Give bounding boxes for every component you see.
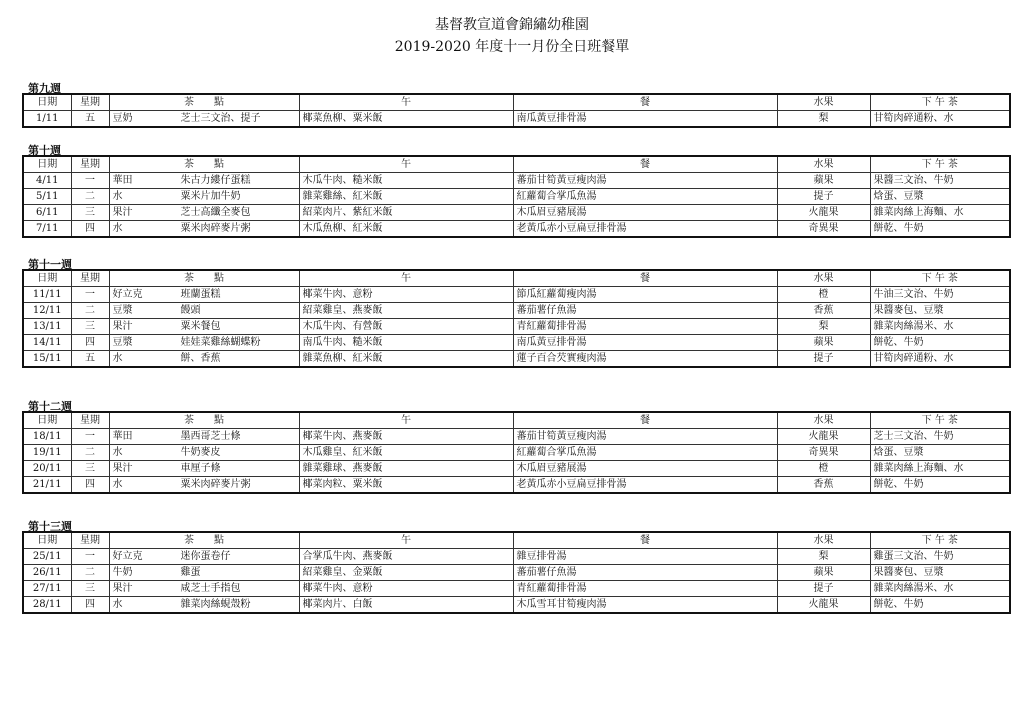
week-menu-table (22, 411, 1011, 494)
header-afternoon-tea: 下 午 茶 (870, 532, 1010, 549)
header-fruit: 水果 (777, 270, 870, 287)
header-date: 日期 (23, 412, 71, 429)
snack: 芝士三文治、提子 (180, 113, 261, 124)
weekday-cell: 二 (71, 189, 109, 205)
lunch-main-cell: 木瓜牛肉、有營飯 (299, 319, 513, 335)
table-header-row (23, 270, 1010, 287)
header-fruit: 水果 (777, 156, 870, 173)
drink: 果汁 (112, 207, 133, 218)
drink: 豆漿 (112, 337, 133, 348)
drink: 水 (112, 479, 123, 490)
week-label: 第十三週 (28, 520, 72, 533)
lunch-soup-cell: 節瓜紅蘿蔔瘦肉湯 (513, 287, 777, 303)
afternoon-tea-cell: 果醬麥包、豆漿 (870, 565, 1010, 581)
lunch-main-cell: 木瓜魚柳、紅米飯 (299, 221, 513, 238)
table-header-row (23, 156, 1010, 173)
date-cell: 21/11 (23, 477, 71, 494)
table-header-row (23, 532, 1010, 549)
morning-snack-cell (109, 221, 299, 238)
table-row (23, 111, 1010, 128)
header-lunch: 午 (299, 270, 513, 287)
header-afternoon-tea: 下 午 茶 (870, 156, 1010, 173)
snack: 芝士高纖全麥包 (180, 207, 251, 218)
lunch-soup-cell: 蕃茄薯仔魚湯 (513, 565, 777, 581)
weekday-cell: 五 (71, 351, 109, 368)
snack: 雞蛋 (180, 567, 201, 578)
lunch-main-cell: 雜菜魚柳、紅米飯 (299, 351, 513, 368)
weekday-cell: 四 (71, 221, 109, 238)
snack: 墨西哥芝士條 (180, 431, 241, 442)
afternoon-tea-cell: 焓蛋、豆漿 (870, 445, 1010, 461)
header-date: 日期 (23, 156, 71, 173)
header-weekday: 星期 (71, 412, 109, 429)
snack: 朱古力縷仔蛋糕 (180, 175, 251, 186)
morning-snack-cell (109, 351, 299, 368)
drink: 水 (112, 191, 123, 202)
lunch-main-cell: 椰菜肉粒、粟米飯 (299, 477, 513, 494)
header-lunch: 餐 (513, 532, 777, 549)
lunch-soup-cell: 紅蘿蔔合掌瓜魚湯 (513, 445, 777, 461)
weekday-cell: 二 (71, 303, 109, 319)
lunch-soup-cell: 紅蘿蔔合掌瓜魚湯 (513, 189, 777, 205)
table-row (23, 461, 1010, 477)
fruit-cell: 提子 (777, 351, 870, 368)
table-header-row (23, 412, 1010, 429)
lunch-main-cell: 紹菜肉片、紫紅米飯 (299, 205, 513, 221)
header-weekday: 星期 (71, 94, 109, 111)
afternoon-tea-cell: 牛油三文治、牛奶 (870, 287, 1010, 303)
fruit-cell: 蘋果 (777, 173, 870, 189)
lunch-main-cell: 紹菜雞皇、金粟飯 (299, 565, 513, 581)
header-lunch: 午 (299, 156, 513, 173)
morning-snack-cell (109, 303, 299, 319)
drink: 果汁 (112, 321, 133, 332)
weekday-cell: 三 (71, 461, 109, 477)
fruit-cell: 梨 (777, 549, 870, 565)
date-cell: 14/11 (23, 335, 71, 351)
table-row (23, 189, 1010, 205)
fruit-cell: 蘋果 (777, 335, 870, 351)
lunch-soup-cell: 南瓜黃豆排骨湯 (513, 111, 777, 128)
lunch-main-cell: 雜菜雞球、燕麥飯 (299, 461, 513, 477)
afternoon-tea-cell: 雞蛋三文治、牛奶 (870, 549, 1010, 565)
fruit-cell: 香蕉 (777, 303, 870, 319)
date-cell: 15/11 (23, 351, 71, 368)
drink: 果汁 (112, 463, 133, 474)
morning-snack-cell (109, 549, 299, 565)
snack: 粟米餐包 (180, 321, 221, 332)
afternoon-tea-cell: 焓蛋、豆漿 (870, 189, 1010, 205)
snack: 粟米肉碎麥片粥 (180, 479, 251, 490)
drink: 華田 (112, 175, 133, 186)
drink: 好立克 (112, 289, 143, 300)
header-weekday: 星期 (71, 156, 109, 173)
snack: 咸芝士手指包 (180, 583, 241, 594)
date-cell: 13/11 (23, 319, 71, 335)
morning-snack-cell (109, 461, 299, 477)
lunch-soup-cell: 老黃瓜赤小豆扁豆排骨湯 (513, 477, 777, 494)
table-row (23, 351, 1010, 368)
header-morning-snack: 茶 點 (109, 270, 299, 287)
drink: 豆奶 (112, 113, 133, 124)
morning-snack-cell (109, 319, 299, 335)
header-date: 日期 (23, 532, 71, 549)
lunch-soup-cell: 蕃茄甘筍黃豆瘦肉湯 (513, 173, 777, 189)
drink: 牛奶 (112, 567, 133, 578)
date-cell: 11/11 (23, 287, 71, 303)
snack: 牛奶麥皮 (180, 447, 221, 458)
table-row (23, 597, 1010, 614)
lunch-main-cell: 木瓜牛肉、糙米飯 (299, 173, 513, 189)
lunch-main-cell: 椰菜魚柳、粟米飯 (299, 111, 513, 128)
drink: 水 (112, 599, 123, 610)
fruit-cell: 橙 (777, 461, 870, 477)
afternoon-tea-cell: 甘筍肉碎通粉、水 (870, 111, 1010, 128)
morning-snack-cell (109, 111, 299, 128)
header-date: 日期 (23, 94, 71, 111)
snack: 粟米肉碎麥片粥 (180, 223, 251, 234)
morning-snack-cell (109, 205, 299, 221)
lunch-soup-cell: 蕃茄薯仔魚湯 (513, 303, 777, 319)
lunch-soup-cell: 蕃茄甘筍黃豆瘦肉湯 (513, 429, 777, 445)
weekday-cell: 一 (71, 549, 109, 565)
header-afternoon-tea: 下 午 茶 (870, 412, 1010, 429)
header-morning-snack: 茶 點 (109, 156, 299, 173)
lunch-main-cell: 紹菜雞皇、燕麥飯 (299, 303, 513, 319)
date-cell: 12/11 (23, 303, 71, 319)
lunch-soup-cell: 南瓜黃豆排骨湯 (513, 335, 777, 351)
morning-snack-cell (109, 335, 299, 351)
lunch-main-cell: 雜菜雞絲、紅米飯 (299, 189, 513, 205)
header-lunch: 午 (299, 532, 513, 549)
table-row (23, 303, 1010, 319)
table-row (23, 581, 1010, 597)
date-cell: 26/11 (23, 565, 71, 581)
fruit-cell: 提子 (777, 581, 870, 597)
afternoon-tea-cell: 雜菜肉絲湯米、水 (870, 581, 1010, 597)
date-cell: 27/11 (23, 581, 71, 597)
lunch-soup-cell: 木瓜雪耳甘筍瘦肉湯 (513, 597, 777, 614)
lunch-soup-cell: 青紅蘿蔔排骨湯 (513, 319, 777, 335)
snack: 車厘子條 (180, 463, 221, 474)
week-label: 第十一週 (28, 258, 72, 271)
weekday-cell: 一 (71, 287, 109, 303)
table-row (23, 429, 1010, 445)
weekday-cell: 四 (71, 597, 109, 614)
header-fruit: 水果 (777, 94, 870, 111)
fruit-cell: 橙 (777, 287, 870, 303)
afternoon-tea-cell: 餅乾、牛奶 (870, 221, 1010, 238)
lunch-soup-cell: 木瓜眉豆豬展湯 (513, 205, 777, 221)
weekday-cell: 五 (71, 111, 109, 128)
fruit-cell: 提子 (777, 189, 870, 205)
drink: 水 (112, 447, 123, 458)
morning-snack-cell (109, 565, 299, 581)
header-weekday: 星期 (71, 270, 109, 287)
week-menu-table (22, 531, 1011, 614)
weekday-cell: 一 (71, 173, 109, 189)
date-cell: 6/11 (23, 205, 71, 221)
header-fruit: 水果 (777, 532, 870, 549)
header-morning-snack: 茶 點 (109, 412, 299, 429)
drink: 好立克 (112, 551, 143, 562)
lunch-main-cell: 椰菜牛肉、燕麥飯 (299, 429, 513, 445)
week-label: 第十二週 (28, 400, 72, 413)
header-fruit: 水果 (777, 412, 870, 429)
weekday-cell: 四 (71, 477, 109, 494)
afternoon-tea-cell: 果醬三文治、牛奶 (870, 173, 1010, 189)
table-row (23, 173, 1010, 189)
morning-snack-cell (109, 189, 299, 205)
snack: 迷你蛋卷仔 (180, 551, 231, 562)
date-cell: 7/11 (23, 221, 71, 238)
lunch-main-cell: 椰菜牛肉、意粉 (299, 581, 513, 597)
drink: 果汁 (112, 583, 133, 594)
lunch-main-cell: 合掌瓜牛肉、燕麥飯 (299, 549, 513, 565)
weekday-cell: 二 (71, 565, 109, 581)
table-row (23, 221, 1010, 238)
header-afternoon-tea: 下 午 茶 (870, 94, 1010, 111)
lunch-soup-cell: 雜豆排骨湯 (513, 549, 777, 565)
fruit-cell: 火龍果 (777, 597, 870, 614)
morning-snack-cell (109, 287, 299, 303)
snack: 班蘭蛋糕 (180, 289, 221, 300)
header-morning-snack: 茶 點 (109, 94, 299, 111)
weekday-cell: 二 (71, 445, 109, 461)
table-row (23, 335, 1010, 351)
lunch-soup-cell: 青紅蘿蔔排骨湯 (513, 581, 777, 597)
drink: 豆漿 (112, 305, 133, 316)
fruit-cell: 奇異果 (777, 445, 870, 461)
date-cell: 19/11 (23, 445, 71, 461)
weekday-cell: 四 (71, 335, 109, 351)
date-cell: 28/11 (23, 597, 71, 614)
header-lunch: 餐 (513, 270, 777, 287)
afternoon-tea-cell: 餅乾、牛奶 (870, 477, 1010, 494)
afternoon-tea-cell: 芝士三文治、牛奶 (870, 429, 1010, 445)
morning-snack-cell (109, 597, 299, 614)
afternoon-tea-cell: 餅乾、牛奶 (870, 335, 1010, 351)
school-title: 基督教宣道會錦繡幼稚園 (435, 17, 589, 33)
date-cell: 5/11 (23, 189, 71, 205)
snack: 粟米片加牛奶 (180, 191, 241, 202)
header-date: 日期 (23, 270, 71, 287)
header-morning-snack: 茶 點 (109, 532, 299, 549)
weekday-cell: 三 (71, 319, 109, 335)
header-lunch: 餐 (513, 94, 777, 111)
afternoon-tea-cell: 餅乾、牛奶 (870, 597, 1010, 614)
table-header-row (23, 94, 1010, 111)
drink: 水 (112, 223, 123, 234)
week-menu-table (22, 93, 1011, 128)
header-afternoon-tea: 下 午 茶 (870, 270, 1010, 287)
fruit-cell: 蘋果 (777, 565, 870, 581)
week-menu-table (22, 155, 1011, 238)
table-row (23, 287, 1010, 303)
week-menu-table (22, 269, 1011, 368)
morning-snack-cell (109, 429, 299, 445)
lunch-soup-cell: 蓮子百合芡實瘦肉湯 (513, 351, 777, 368)
fruit-cell: 香蕉 (777, 477, 870, 494)
table-row (23, 205, 1010, 221)
header-weekday: 星期 (71, 532, 109, 549)
week-label: 第九週 (28, 82, 61, 95)
fruit-cell: 梨 (777, 319, 870, 335)
drink: 華田 (112, 431, 133, 442)
table-row (23, 565, 1010, 581)
table-row (23, 477, 1010, 494)
header-lunch: 午 (299, 412, 513, 429)
afternoon-tea-cell: 雜菜肉絲上海麵、水 (870, 205, 1010, 221)
morning-snack-cell (109, 581, 299, 597)
snack: 娃娃菜雞絲蝴蝶粉 (180, 337, 261, 348)
lunch-soup-cell: 木瓜眉豆豬展湯 (513, 461, 777, 477)
lunch-main-cell: 椰菜肉片、白飯 (299, 597, 513, 614)
header-lunch: 午 (299, 94, 513, 111)
table-row (23, 319, 1010, 335)
morning-snack-cell (109, 477, 299, 494)
snack: 雜菜肉絲蜆殼粉 (180, 599, 251, 610)
fruit-cell: 梨 (777, 111, 870, 128)
header-lunch: 餐 (513, 156, 777, 173)
weekday-cell: 三 (71, 205, 109, 221)
date-cell: 4/11 (23, 173, 71, 189)
fruit-cell: 奇異果 (777, 221, 870, 238)
menu-subtitle: 2019-2020 年度十一月份全日班餐單 (394, 39, 630, 55)
afternoon-tea-cell: 甘筍肉碎通粉、水 (870, 351, 1010, 368)
afternoon-tea-cell: 雜菜肉絲湯米、水 (870, 319, 1010, 335)
date-cell: 25/11 (23, 549, 71, 565)
week-label: 第十週 (28, 144, 61, 157)
header-lunch: 餐 (513, 412, 777, 429)
lunch-main-cell: 木瓜雞皇、紅米飯 (299, 445, 513, 461)
lunch-soup-cell: 老黃瓜赤小豆扁豆排骨湯 (513, 221, 777, 238)
afternoon-tea-cell: 雜菜肉絲上海麵、水 (870, 461, 1010, 477)
fruit-cell: 火龍果 (777, 205, 870, 221)
date-cell: 20/11 (23, 461, 71, 477)
snack: 饅頭 (180, 305, 201, 316)
date-cell: 18/11 (23, 429, 71, 445)
drink: 水 (112, 353, 123, 364)
lunch-main-cell: 椰菜牛肉、意粉 (299, 287, 513, 303)
lunch-main-cell: 南瓜牛肉、糙米飯 (299, 335, 513, 351)
weekday-cell: 一 (71, 429, 109, 445)
table-row (23, 445, 1010, 461)
snack: 餅、香蕉 (180, 353, 221, 364)
table-row (23, 549, 1010, 565)
morning-snack-cell (109, 445, 299, 461)
weekday-cell: 三 (71, 581, 109, 597)
afternoon-tea-cell: 果醬麥包、豆漿 (870, 303, 1010, 319)
date-cell: 1/11 (23, 111, 71, 128)
fruit-cell: 火龍果 (777, 429, 870, 445)
morning-snack-cell (109, 173, 299, 189)
